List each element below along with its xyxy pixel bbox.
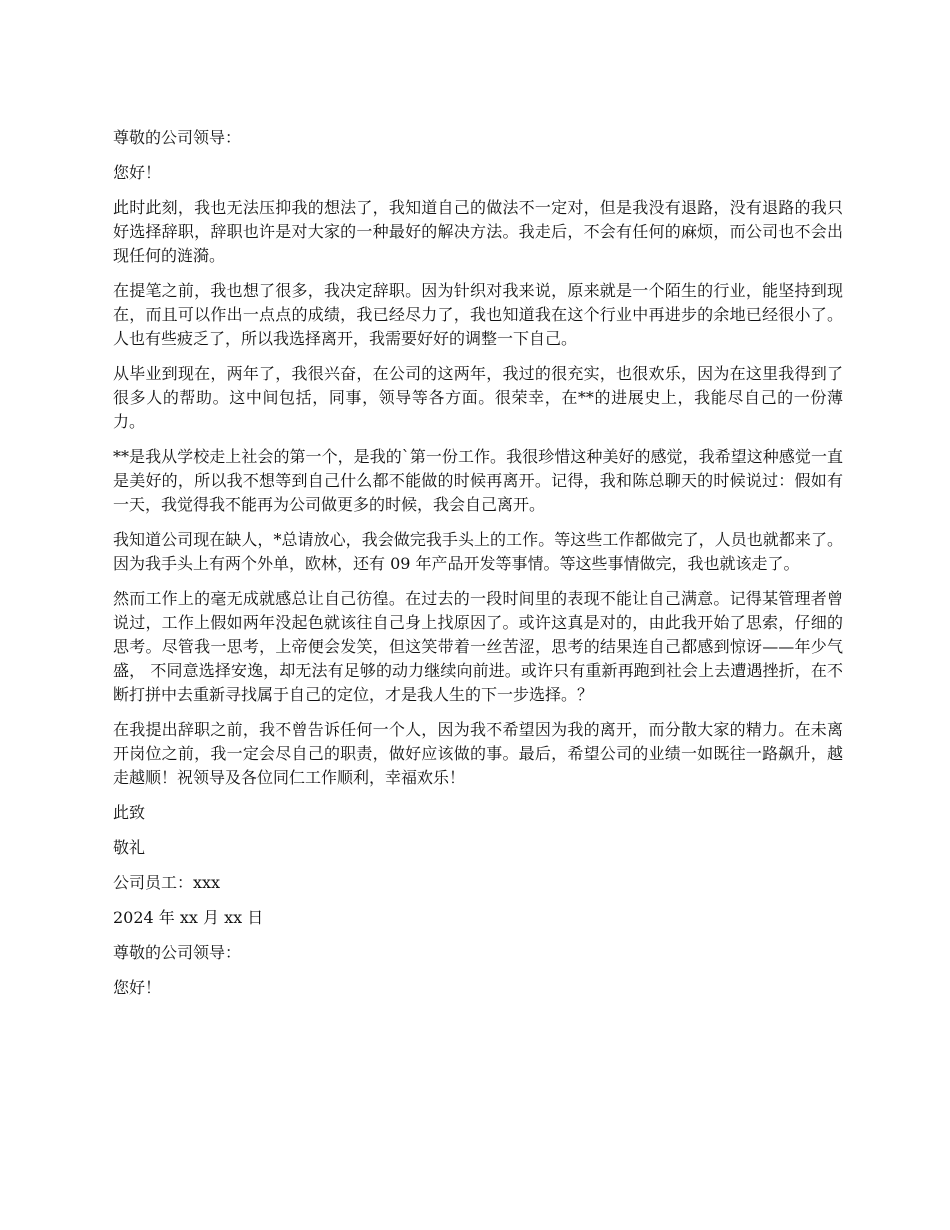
closing-line-1: 此致 (113, 803, 146, 822)
greeting: 您好！ (113, 163, 162, 182)
body-paragraph-7: 在我提出辞职之前，我不曾告诉任何一个人，因为我不希望因为我的离开，而分散大家的精力。在未离开岗位之前，我一定会尽自己的职责，做好应该做的事。最后，希望公司的业绩一如既往一路飙升，越走越顺！祝领导及各位同仁工作顺利，幸福欢乐！ (113, 720, 843, 787)
body-paragraph-2: 在提笔之前，我也想了很多，我决定辞职。因为针织对我来说，原来就是一个陌生的行业，能坚持到现在，而且可以作出一点点的成绩，我已经尽力了，我也知道我在这个行业中再进步的余地已经很小了。人也有些疲乏了，所以我选择离开，我需要好好的调整一下自己。 (113, 281, 843, 348)
date: 2024 年 xx 月 xx 日 (113, 908, 264, 927)
body-paragraph-3: 从毕业到现在，两年了，我很兴奋，在公司的这两年，我过的很充实，也很欢乐，因为在这里我得到了很多人的帮助。这中间包括，同事，领导等各方面。很荣幸，在**的进展史上，我能尽自己的一份薄力。 (113, 364, 843, 431)
body-paragraph-6: 然而工作上的毫无成就感总让自己彷徨。在过去的一段时间里的表现不能让自己满意。记得某管理者曾说过，工作上假如两年没起色就该往自己身上找原因了。或许这真是对的，由此我开始了思索，仔细的思考。尽管我一思考，上帝便会发笑，但这笑带着一丝苦涩，思考的结果连自己都感到惊讶——年少气盛， 不同意选择安逸，却无法有足够的动力继续向前进。或许只有重新再跑到社会上去遭遇挫折，在不断打拼中去重新寻找属于自己的定位，才是我人生的下一步选择。？ (113, 589, 843, 704)
repeat-salutation: 尊敬的公司领导： (113, 943, 242, 962)
body-paragraph-5: 我知道公司现在缺人，*总请放心，我会做完我手头上的工作。等这些工作都做完了，人员也就都来了。因为我手头上有两个外单，欧林，还有 09 年产品开发等事情。等这些事情做完，我也就该走了。 (113, 530, 843, 573)
closing-line-2: 敬礼 (113, 838, 146, 857)
body-paragraph-4: **是我从学校走上社会的第一个，是我的`第一份工作。我很珍惜这种美好的感觉，我希望这种感觉一直是美好的，所以我不想等到自己什么都不能做的时候再离开。记得，我和陈总聊天的时候说过：假如有一天，我觉得我不能再为公司做更多的时候，我会自己离开。 (113, 447, 843, 514)
letter-document (113, 126, 843, 1011)
body-paragraph-1: 此时此刻，我也无法压抑我的想法了，我知道自己的做法不一定对，但是我没有退路，没有退路的我只好选择辞职，辞职也许是对大家的一种最好的解决方法。我走后，不会有任何的麻烦，而公司也不会出现任何的涟漪。 (113, 198, 843, 265)
signature: 公司员工：xxx (113, 873, 221, 892)
salutation: 尊敬的公司领导： (113, 128, 242, 147)
repeat-greeting: 您好！ (113, 978, 162, 997)
